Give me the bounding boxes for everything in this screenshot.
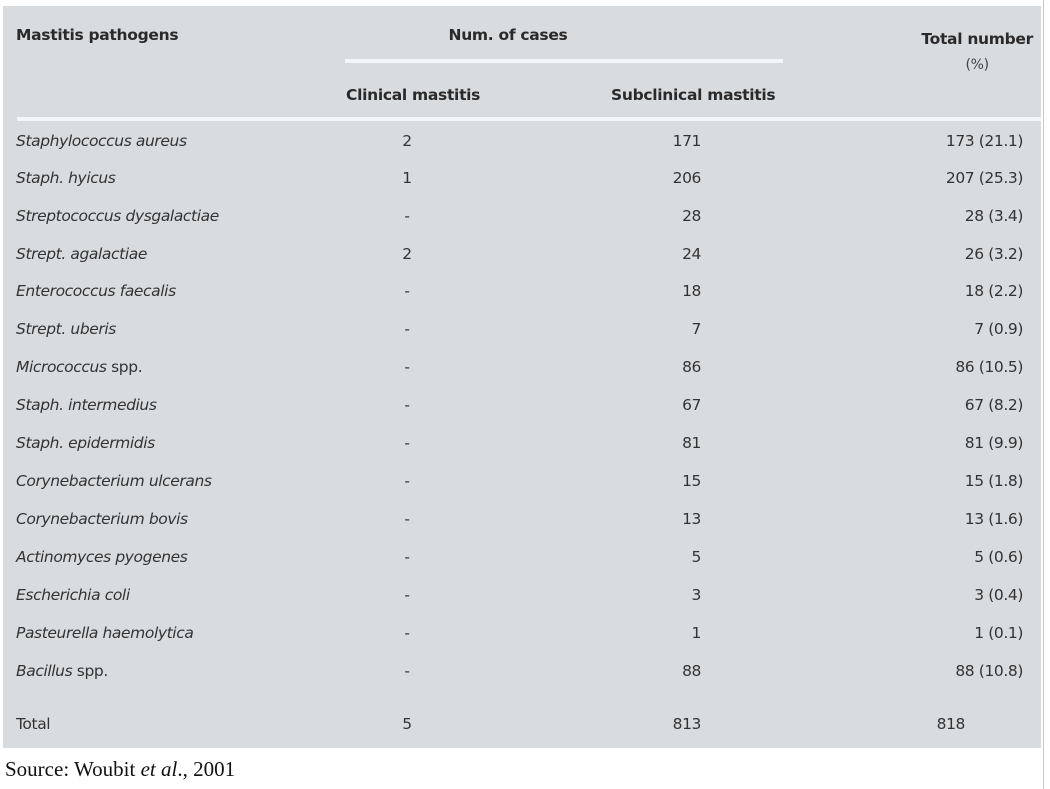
table-total-row — [3, 706, 1041, 744]
table-row — [3, 236, 1041, 274]
pathogen-name — [16, 169, 115, 187]
pathogen-name-italic: Pasteurella haemolytica — [16, 624, 194, 642]
pathogen-name — [16, 586, 130, 604]
pathogen-name-italic: Strept. agalactiae — [16, 245, 147, 263]
clinical-mastitis-value: - — [404, 510, 410, 528]
subclinical-mastitis-value: 24 — [682, 245, 701, 263]
total-number-value: 13 (1.6) — [964, 510, 1023, 528]
mastitis-pathogens-table — [3, 6, 1041, 748]
total-number-value: 818 — [936, 715, 965, 733]
pathogen-name-italic: Corynebacterium bovis — [16, 510, 188, 528]
num-cases-divider — [345, 59, 783, 63]
clinical-mastitis-value: - — [404, 586, 410, 604]
clinical-mastitis-value: - — [404, 282, 410, 300]
pathogen-name — [16, 510, 188, 528]
pathogen-name-italic: Strept. uberis — [16, 320, 116, 338]
clinical-mastitis-value: - — [404, 472, 410, 490]
pathogen-name-italic: Streptococcus dysgalactiae — [16, 207, 219, 225]
table-row — [3, 615, 1041, 653]
pathogen-name-suffix: spp. — [106, 358, 143, 376]
pathogen-name — [16, 662, 108, 680]
clinical-mastitis-value: 2 — [402, 132, 412, 150]
header-total-number-label: Total number — [921, 30, 1033, 48]
source-citation — [5, 757, 235, 782]
pathogen-name-italic: Micrococcus — [16, 358, 107, 376]
subclinical-mastitis-value: 3 — [691, 586, 701, 604]
pathogen-name — [16, 207, 219, 225]
total-number-value: 18 (2.2) — [964, 282, 1023, 300]
table-row — [3, 160, 1041, 198]
clinical-mastitis-value: - — [404, 396, 410, 414]
table-row — [3, 273, 1041, 311]
pathogen-name — [16, 245, 147, 263]
table-row — [3, 198, 1041, 236]
header-divider — [17, 117, 1041, 121]
pathogen-name-italic: Bacillus — [16, 662, 73, 680]
table-row — [3, 501, 1041, 539]
pathogen-name-italic: Staph. epidermidis — [16, 434, 155, 452]
subclinical-mastitis-value: 171 — [672, 132, 701, 150]
table-row — [3, 539, 1041, 577]
subclinical-mastitis-value: 86 — [682, 358, 701, 376]
subclinical-mastitis-value: 67 — [682, 396, 701, 414]
total-number-value: 7 (0.9) — [974, 320, 1023, 338]
clinical-mastitis-value: - — [404, 548, 410, 566]
table-row — [3, 463, 1041, 501]
total-row-label: Total — [16, 715, 51, 733]
source-suffix: ., 2001 — [177, 757, 236, 781]
total-subclinical-value: 813 — [672, 715, 701, 733]
total-number-value: 3 (0.4) — [974, 586, 1023, 604]
pathogen-name — [16, 132, 187, 150]
table-row — [3, 311, 1041, 349]
pathogen-name — [16, 472, 212, 490]
total-number-value: 207 (25.3) — [945, 169, 1023, 187]
subclinical-mastitis-value: 206 — [672, 169, 701, 187]
total-number-value: 67 (8.2) — [964, 396, 1023, 414]
pathogen-name — [16, 396, 157, 414]
pathogen-name-italic: Staphylococcus aureus — [16, 132, 187, 150]
header-clinical-mastitis: Clinical mastitis — [346, 86, 481, 104]
total-number-value: 26 (3.2) — [964, 245, 1023, 263]
pathogen-name — [16, 548, 187, 566]
pathogen-name-italic: Enterococcus faecalis — [16, 282, 176, 300]
subclinical-mastitis-value: 28 — [682, 207, 701, 225]
total-number-value: 15 (1.8) — [964, 472, 1023, 490]
subclinical-mastitis-value: 18 — [682, 282, 701, 300]
total-number-value: 173 (21.1) — [945, 132, 1023, 150]
pathogen-name-italic: Actinomyces pyogenes — [16, 548, 188, 566]
pathogen-name-italic: Staph. intermedius — [16, 396, 157, 414]
total-clinical-value: 5 — [402, 715, 412, 733]
pathogen-name-italic: Staph. hyicus — [16, 169, 116, 187]
table-row — [3, 123, 1041, 161]
source-prefix: Source: Woubit — [5, 757, 141, 781]
header-mastitis-pathogens: Mastitis pathogens — [16, 26, 179, 44]
table-row — [3, 577, 1041, 615]
clinical-mastitis-value: - — [404, 624, 410, 642]
subclinical-mastitis-value: 1 — [691, 624, 701, 642]
clinical-mastitis-value: 1 — [402, 169, 412, 187]
clinical-mastitis-value: - — [404, 434, 410, 452]
pathogen-name — [16, 624, 193, 642]
subclinical-mastitis-value: 5 — [691, 548, 701, 566]
clinical-mastitis-value: - — [404, 320, 410, 338]
table-row — [3, 387, 1041, 425]
pathogen-name — [16, 282, 176, 300]
total-number-value: 88 (10.8) — [955, 662, 1023, 680]
total-number-value: 28 (3.4) — [964, 207, 1023, 225]
subclinical-mastitis-value: 81 — [682, 434, 701, 452]
pathogen-name-suffix: spp. — [72, 662, 108, 680]
subclinical-mastitis-value: 15 — [682, 472, 701, 490]
total-number-value: 86 (10.5) — [955, 358, 1023, 376]
table-row — [3, 653, 1041, 691]
clinical-mastitis-value: - — [404, 207, 410, 225]
table-row — [3, 349, 1041, 387]
pathogen-name — [16, 434, 155, 452]
pathogen-name — [16, 358, 142, 376]
pathogen-name-italic: Escherichia coli — [16, 586, 130, 604]
clinical-mastitis-value: - — [404, 358, 410, 376]
clinical-mastitis-value: 2 — [402, 245, 412, 263]
source-et-al: et al — [140, 757, 178, 781]
header-total-number — [921, 26, 1033, 78]
page-edge-border — [1043, 0, 1044, 789]
subclinical-mastitis-value: 13 — [682, 510, 701, 528]
pathogen-name — [16, 320, 116, 338]
header-total-percent-label: (%) — [965, 57, 989, 73]
header-subclinical-mastitis: Subclinical mastitis — [611, 86, 776, 104]
pathogen-name-italic: Corynebacterium ulcerans — [16, 472, 212, 490]
total-number-value: 81 (9.9) — [964, 434, 1023, 452]
header-num-of-cases-label: Num. of cases — [448, 26, 568, 44]
table-row — [3, 425, 1041, 463]
total-number-value: 1 (0.1) — [974, 624, 1023, 642]
total-number-value: 5 (0.6) — [974, 548, 1023, 566]
subclinical-mastitis-value: 88 — [682, 662, 701, 680]
subclinical-mastitis-value: 7 — [691, 320, 701, 338]
clinical-mastitis-value: - — [404, 662, 410, 680]
